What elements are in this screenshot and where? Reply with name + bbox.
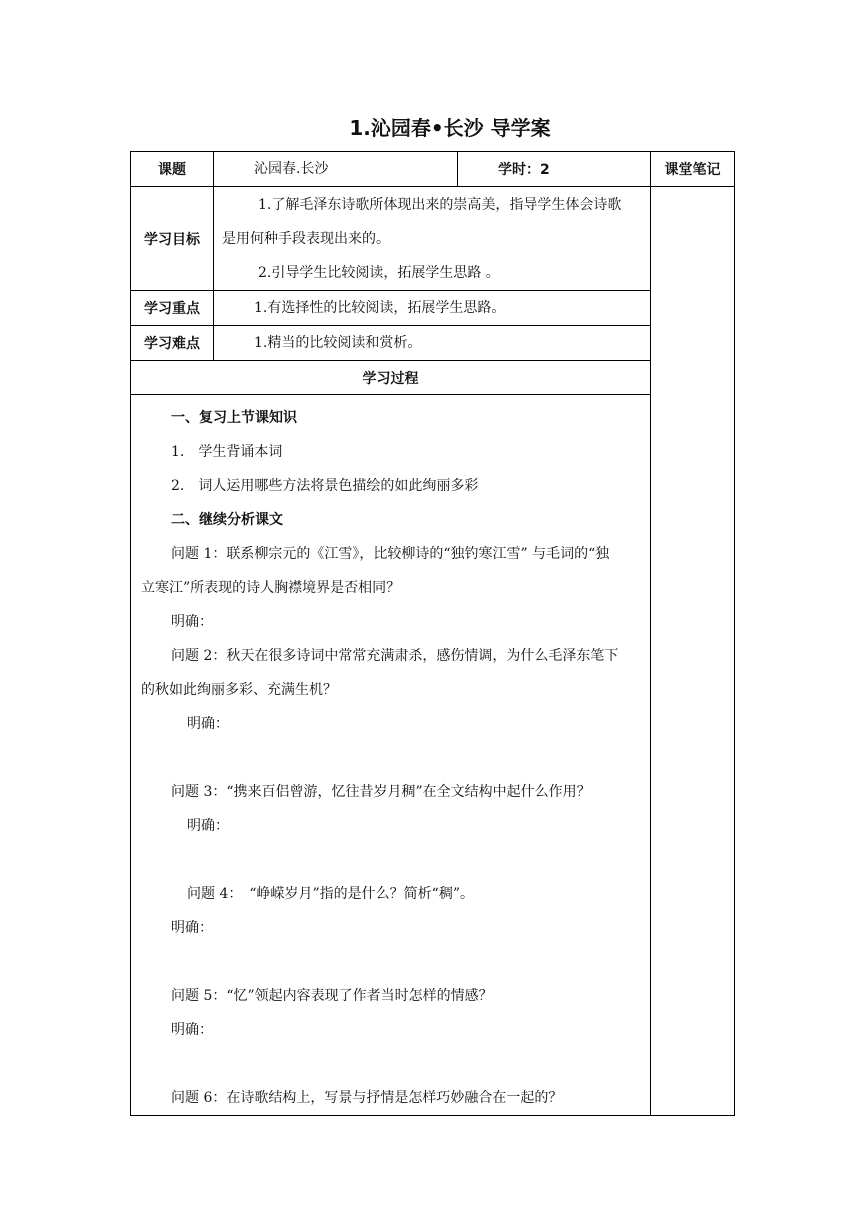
- key-points-text: 1.有选择性的比较阅读，拓展学生思路。: [214, 291, 651, 326]
- header-row: [131, 152, 735, 187]
- notes-label: 课堂笔记: [651, 152, 735, 187]
- section-review: 一、复习上节课知识: [171, 410, 297, 426]
- objective-2: 2.引导学生比较阅读，拓展学生思路 。: [258, 264, 500, 281]
- answer-5: 明确：: [171, 1022, 213, 1038]
- process-header-row: [131, 361, 735, 395]
- answer-2: 明确：: [187, 716, 229, 732]
- objectives-content: [214, 187, 651, 291]
- question-1-line-b: 立寒江”所表现的诗人胸襟境界是否相同？: [141, 580, 401, 596]
- objective-1-line-b: 是用何种手段表现出来的。: [222, 230, 390, 247]
- hours-label: 学时：2: [458, 152, 651, 187]
- question-6: 问题 6：在诗歌结构上，写景与抒情是怎样巧妙融合在一起的？: [171, 1090, 563, 1106]
- key-points-row: [131, 291, 735, 326]
- study-guide-table: [130, 151, 735, 1116]
- notes-column: [651, 187, 735, 1116]
- answer-4: 明确：: [171, 920, 213, 936]
- answer-1: 明确：: [171, 614, 213, 630]
- question-3: 问题 3：“携来百侣曾游，忆往昔岁月稠”在全文结构中起什么作用？: [171, 784, 591, 800]
- topic-label: 课题: [131, 152, 214, 187]
- question-2-line-a: 问题 2：秋天在很多诗词中常常充满肃杀，感伤情调，为什么毛泽东笔下: [171, 648, 619, 664]
- difficulties-label: 学习难点: [131, 326, 214, 361]
- question-1-line-a: 问题 1：联系柳宗元的《江雪》，比较柳诗的“独钓寒江雪” 与毛词的“独: [171, 546, 610, 562]
- key-points-label: 学习重点: [131, 291, 214, 326]
- question-4: 问题 4： “峥嵘岁月”指的是什么？简析“稠”。: [187, 886, 474, 902]
- topic-value: 沁园春.长沙: [214, 152, 458, 187]
- objective-1-line-a: 1.了解毛泽东诗歌所体现出来的崇高美，指导学生体会诗歌: [258, 196, 622, 213]
- question-2-line-b: 的秋如此绚丽多彩、充满生机？: [141, 682, 337, 698]
- objectives-row: [131, 187, 735, 291]
- review-item-2: 2. 词人运用哪些方法将景色描绘的如此绚丽多彩: [171, 478, 479, 494]
- review-item-1: 1. 学生背诵本词: [171, 444, 283, 460]
- difficulties-text: 1.精当的比较阅读和赏析。: [214, 326, 651, 361]
- page-title: 1.沁园春•长沙 导学案: [349, 116, 551, 140]
- process-content: [131, 395, 651, 1116]
- answer-3: 明确：: [187, 818, 229, 834]
- process-label: 学习过程: [131, 361, 651, 395]
- objectives-label: 学习目标: [131, 187, 214, 291]
- question-5: 问题 5：“忆”领起内容表现了作者当时怎样的情感？: [171, 988, 493, 1004]
- section-analysis: 二、继续分析课文: [171, 512, 283, 528]
- difficulties-row: [131, 326, 735, 361]
- process-body-row: [131, 395, 735, 1116]
